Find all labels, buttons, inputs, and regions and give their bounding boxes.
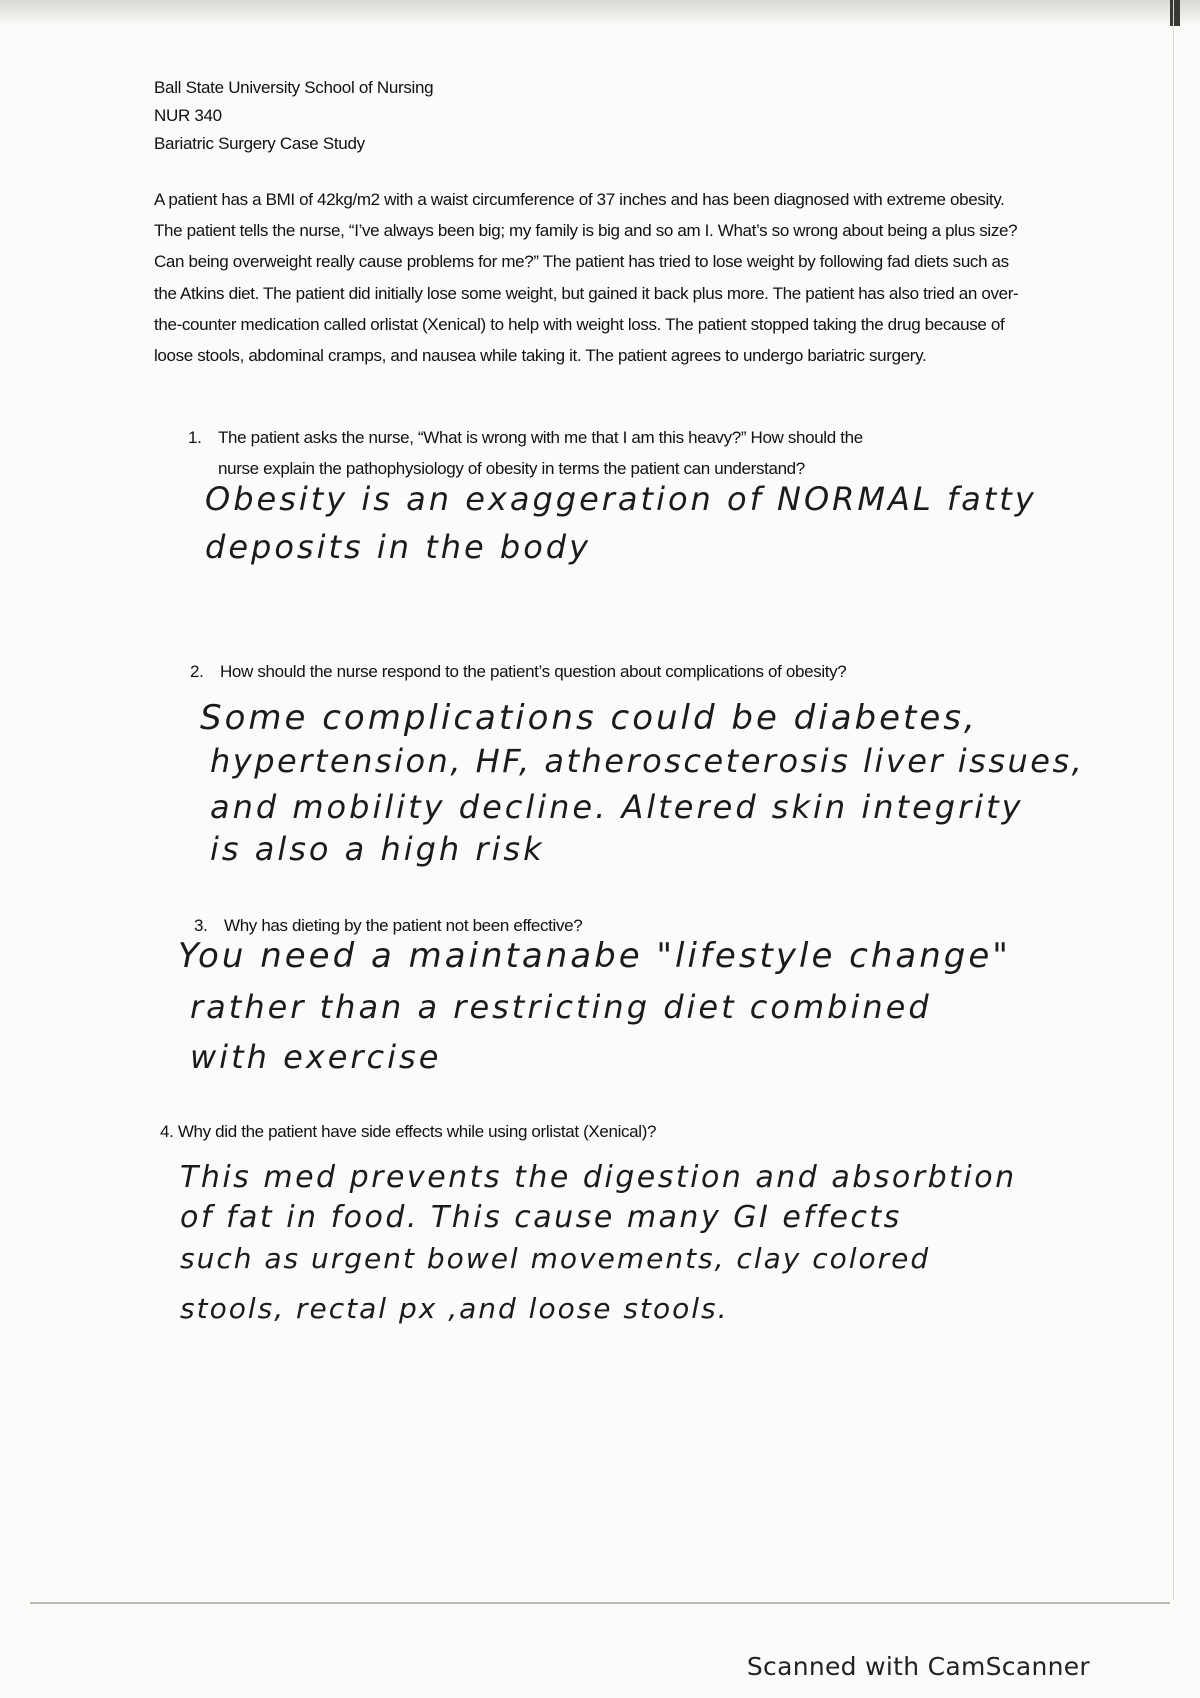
question-text: Why did the patient have side effects while using orlistat (Xenical)? <box>177 1122 657 1141</box>
answer-4-line-1: This med prevents the digestion and absorbtion <box>180 1160 1017 1195</box>
scanner-watermark: Scanned with CamScanner <box>746 1652 1090 1681</box>
answer-2-line-3: and mobility decline. Altered skin integrity <box>210 788 1024 826</box>
answer-1-line-2: deposits in the body <box>205 528 592 566</box>
course-code: NUR 340 <box>154 106 222 125</box>
answer-4-line-4: stools, rectal px ,and loose stools. <box>180 1292 729 1325</box>
answer-2-line-1: Some complications could be diabetes, <box>200 698 978 738</box>
answer-4-line-3: such as urgent bowel movements, clay colored <box>180 1242 931 1275</box>
scan-bottom-rule <box>30 1602 1170 1604</box>
question-number: 4. <box>160 1122 174 1141</box>
question-text: The patient asks the nurse, “What is wrong with me that I am this heavy?” How should the <box>218 428 863 447</box>
answer-3-line-3: with exercise <box>190 1038 442 1076</box>
answer-3-line-1: You need a maintanabe "lifestyle change" <box>178 936 1011 976</box>
question-text: How should the nurse respond to the patient’s question about complications of obesity? <box>220 662 847 681</box>
paper-right-edge <box>1173 0 1174 1600</box>
case-study-title: Bariatric Surgery Case Study <box>154 134 365 153</box>
question-text: Why has dieting by the patient not been effective? <box>224 916 583 935</box>
scan-edge-mark <box>1170 0 1180 26</box>
question-1 <box>188 422 1048 484</box>
answer-2-line-2: hypertension, HF, atherosceterosis liver issues, <box>210 742 1085 780</box>
answer-1-line-1: Obesity is an exaggeration of NORMAL fatty <box>205 480 1037 518</box>
answer-2-line-4: is also a high risk <box>210 830 545 868</box>
question-number: 3. <box>194 916 208 935</box>
question-2 <box>190 656 1050 687</box>
answer-4-line-2: of fat in food. This cause many GI effects <box>180 1200 902 1235</box>
answer-3-line-2: rather than a restricting diet combined <box>190 988 932 1026</box>
case-description: A patient has a BMI of 42kg/m2 with a waist circumference of 37 inches and has been diagnosed with extreme obesity. The patient tells the nurse, “I’ve always been big; my family is big and so am I. What’s so wrong about being a plus size? Can being overweight really cause problems for me?” The patient has tried to lose weight by following fad diets such as the Atkins diet. The patient did initially lose some weight, but gained it back plus more. The patient has also tried an over-the-counter medication called orlistat (Xenical) to help with weight loss. The patient stopped taking the drug because of loose stools, abdominal cramps, and nausea while taking it. The patient agrees to undergo bariatric surgery. <box>154 190 1019 366</box>
scan-top-shadow <box>0 0 1200 26</box>
school-name: Ball State University School of Nursing <box>154 78 434 97</box>
question-text-cont: nurse explain the pathophysiology of obesity in terms the patient can understand? <box>218 459 805 478</box>
question-number: 2. <box>190 662 204 681</box>
question-4 <box>160 1116 1040 1147</box>
question-number: 1. <box>188 428 202 447</box>
